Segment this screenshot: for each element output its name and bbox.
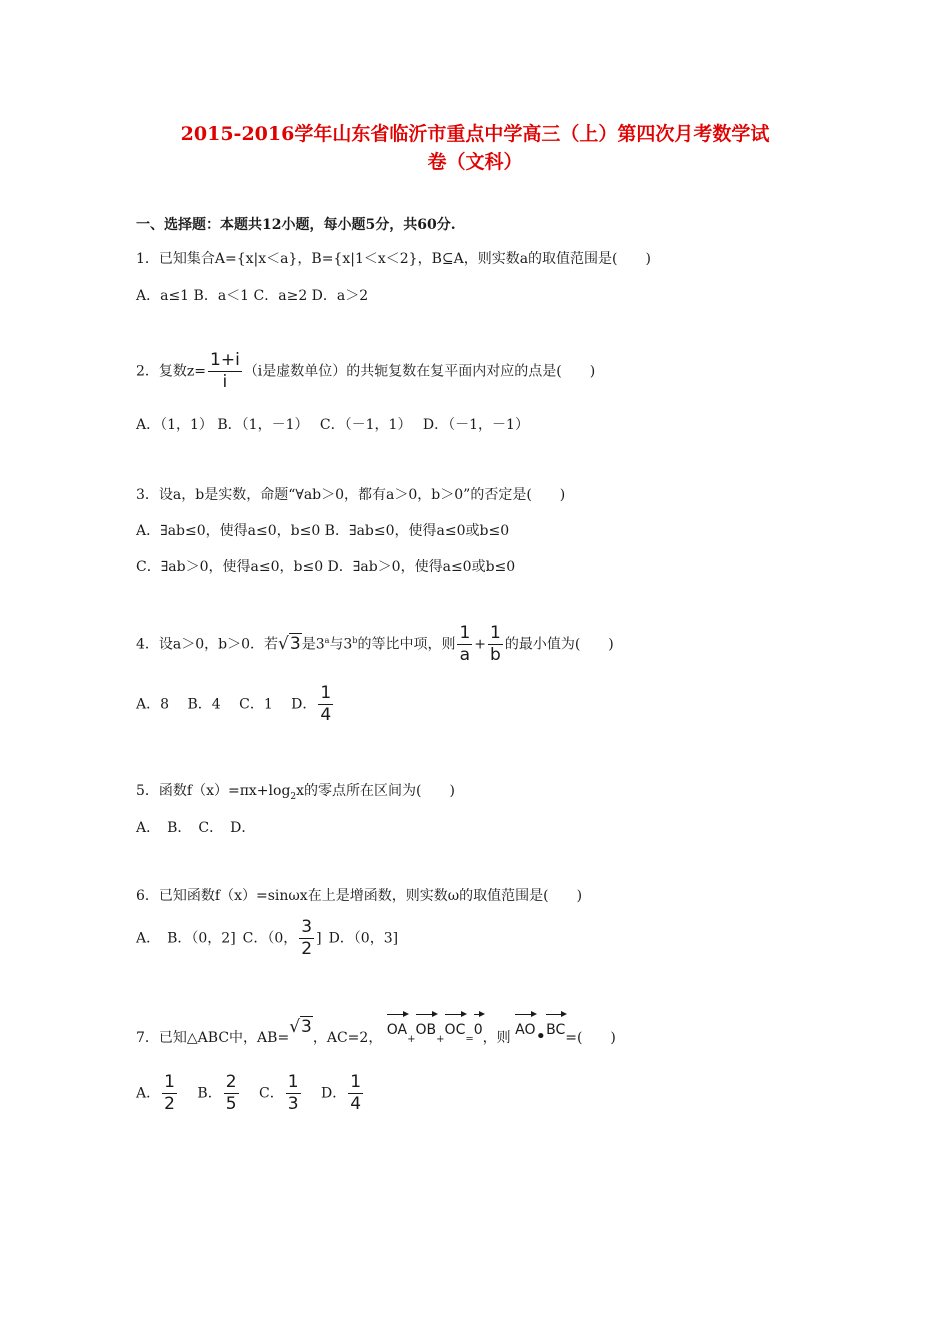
fraction-numerator: 1+i [210,350,240,370]
fraction-1-over-b [488,625,503,664]
fraction-numerator: 1 [490,623,501,643]
question-4-options-abc: A．8 B．4 C．1 D． [136,696,317,713]
fraction-denominator: 4 [320,705,332,725]
exam-title-line2: 卷（文科） [427,151,523,173]
fraction-denominator: 2 [164,1094,175,1114]
option-d [321,1074,365,1113]
sqrt-3: √3 [278,633,301,654]
question-4-mid3: 的等比中项，则 [357,636,456,653]
vector-label: OB [415,1022,437,1038]
fraction-denominator: 5 [225,1094,237,1114]
vector-oa [387,1014,407,1038]
fraction-option-c [286,1074,301,1113]
vector-label: BC [546,1022,566,1038]
question-3-options-cd: C．∃ab＞0，使得a≤0，b≤0 D．∃ab＞0，使得a≤0或b≤0 [136,559,516,575]
question-5-post: x的零点所在区间为( ) [296,783,455,799]
question-7-pre: 7．已知△ABC中，AB= [136,1030,290,1046]
dot-product-sign: • [535,1026,547,1047]
option-label: B． [197,1085,222,1102]
plus-sign: + [474,636,487,653]
fraction-numerator: 1 [164,1072,175,1092]
fraction-option-b [224,1074,239,1113]
question-4-mid1: 是3 [301,636,325,653]
question-4-mid2: 与3 [329,636,353,653]
sqrt-radicand: 3 [301,1017,312,1037]
fraction-option-a [162,1074,177,1113]
question-4-post: 的最小值为( ) [504,636,614,653]
option-a [136,1074,179,1113]
fraction-numerator: 3 [301,917,313,937]
question-4-stem [136,625,614,664]
question-6-options-post: ] D．（0，3] [316,930,399,947]
exam-title-line1: 2015-2016学年山东省临沂市重点中学高三（上）第四次月考数学试 [180,123,770,145]
fraction-numerator: 1 [459,623,471,643]
option-label: D． [320,1085,347,1102]
question-3-stem: 3．设a，b是实数，命题“∀ab＞0，都有a＞0，b＞0”的否定是( ) [136,487,566,503]
question-7-mid: ，AC=2， [312,1030,383,1046]
question-6-options [136,919,398,958]
option-c [259,1074,303,1113]
fraction-option-d [348,1074,363,1113]
fraction-numerator: 1 [350,1072,362,1092]
question-2-stem [136,352,595,391]
question-6-options-pre: A． B．（0，2] C．（0， [136,930,298,947]
vector-label: OA [386,1022,408,1038]
question-5-options: A． B． C． D． [136,820,256,836]
section-heading: 一、选择题：本题共12小题，每小题5分，共60分. [136,217,456,233]
exponent-b: b [352,635,358,645]
vector-ob [416,1014,437,1038]
fraction-numerator: 1 [287,1072,299,1092]
fraction-numerator: 1 [320,683,332,703]
zero-vector [474,1014,483,1038]
fraction-3-over-2 [299,919,314,958]
question-2-options: A．（1，1） B．（1，－1） C．（－1，1） D．（－1，－1） [136,417,529,433]
log-base: 2 [290,791,297,802]
equals-sign: = [465,1034,474,1045]
question-1-options: A．a≤1 B．a＜1 C．a≥2 D．a＞2 [136,288,369,304]
question-5-stem [136,780,455,802]
vector-bc [546,1014,565,1038]
fraction-denominator: 4 [350,1094,362,1114]
question-6-stem: 6．已知函数f（x）=sinωx在上是增函数，则实数ω的取值范围是( ) [136,888,583,904]
sqrt-3: √3 [289,1017,312,1037]
question-4-pre: 4．设a＞0，b＞0．若 [136,636,279,653]
fraction-numerator: 2 [225,1072,237,1092]
vector-label: 0 [473,1022,483,1038]
fraction-denominator: i [222,372,228,392]
question-7-options [136,1074,365,1113]
exponent-a: a [324,635,330,645]
fraction-denominator: 3 [287,1094,299,1114]
question-1-stem: 1．已知集合A={x|x＜a}，B={x|1＜x＜2}，B⊆A，则实数a的取值范围是( ) [136,251,651,267]
question-4-options [136,685,335,724]
fraction-option-d [318,685,333,724]
question-7-post: =( ) [565,1030,616,1046]
question-3-options-ab: A．∃ab≤0，使得a≤0，b≤0 B．∃ab≤0，使得a≤0或b≤0 [136,523,510,539]
question-2-post: （i是虚数单位）的共轭复数在复平面内对应的点是( ) [243,363,596,380]
question-2-pre: 2．复数z= [136,363,207,380]
vector-label: AO [515,1022,536,1038]
option-b [197,1074,240,1113]
plus-sign: + [407,1034,416,1045]
vector-oc [445,1014,466,1038]
fraction-denominator: 2 [301,939,313,959]
vector-label: OC [444,1022,466,1038]
plus-sign: + [436,1034,445,1045]
option-label: C． [258,1085,284,1102]
option-label: A． [136,1085,161,1102]
vector-ao [515,1014,535,1038]
question-5-pre: 5．函数f（x）=πx+log [136,783,291,799]
complex-fraction [208,352,242,391]
fraction-1-over-a [457,625,472,664]
fraction-denominator: b [490,645,501,665]
sqrt-radicand: 3 [289,633,301,654]
question-7-then: ，则 [482,1030,511,1046]
fraction-denominator: a [459,645,471,665]
question-7-stem [136,1017,616,1047]
